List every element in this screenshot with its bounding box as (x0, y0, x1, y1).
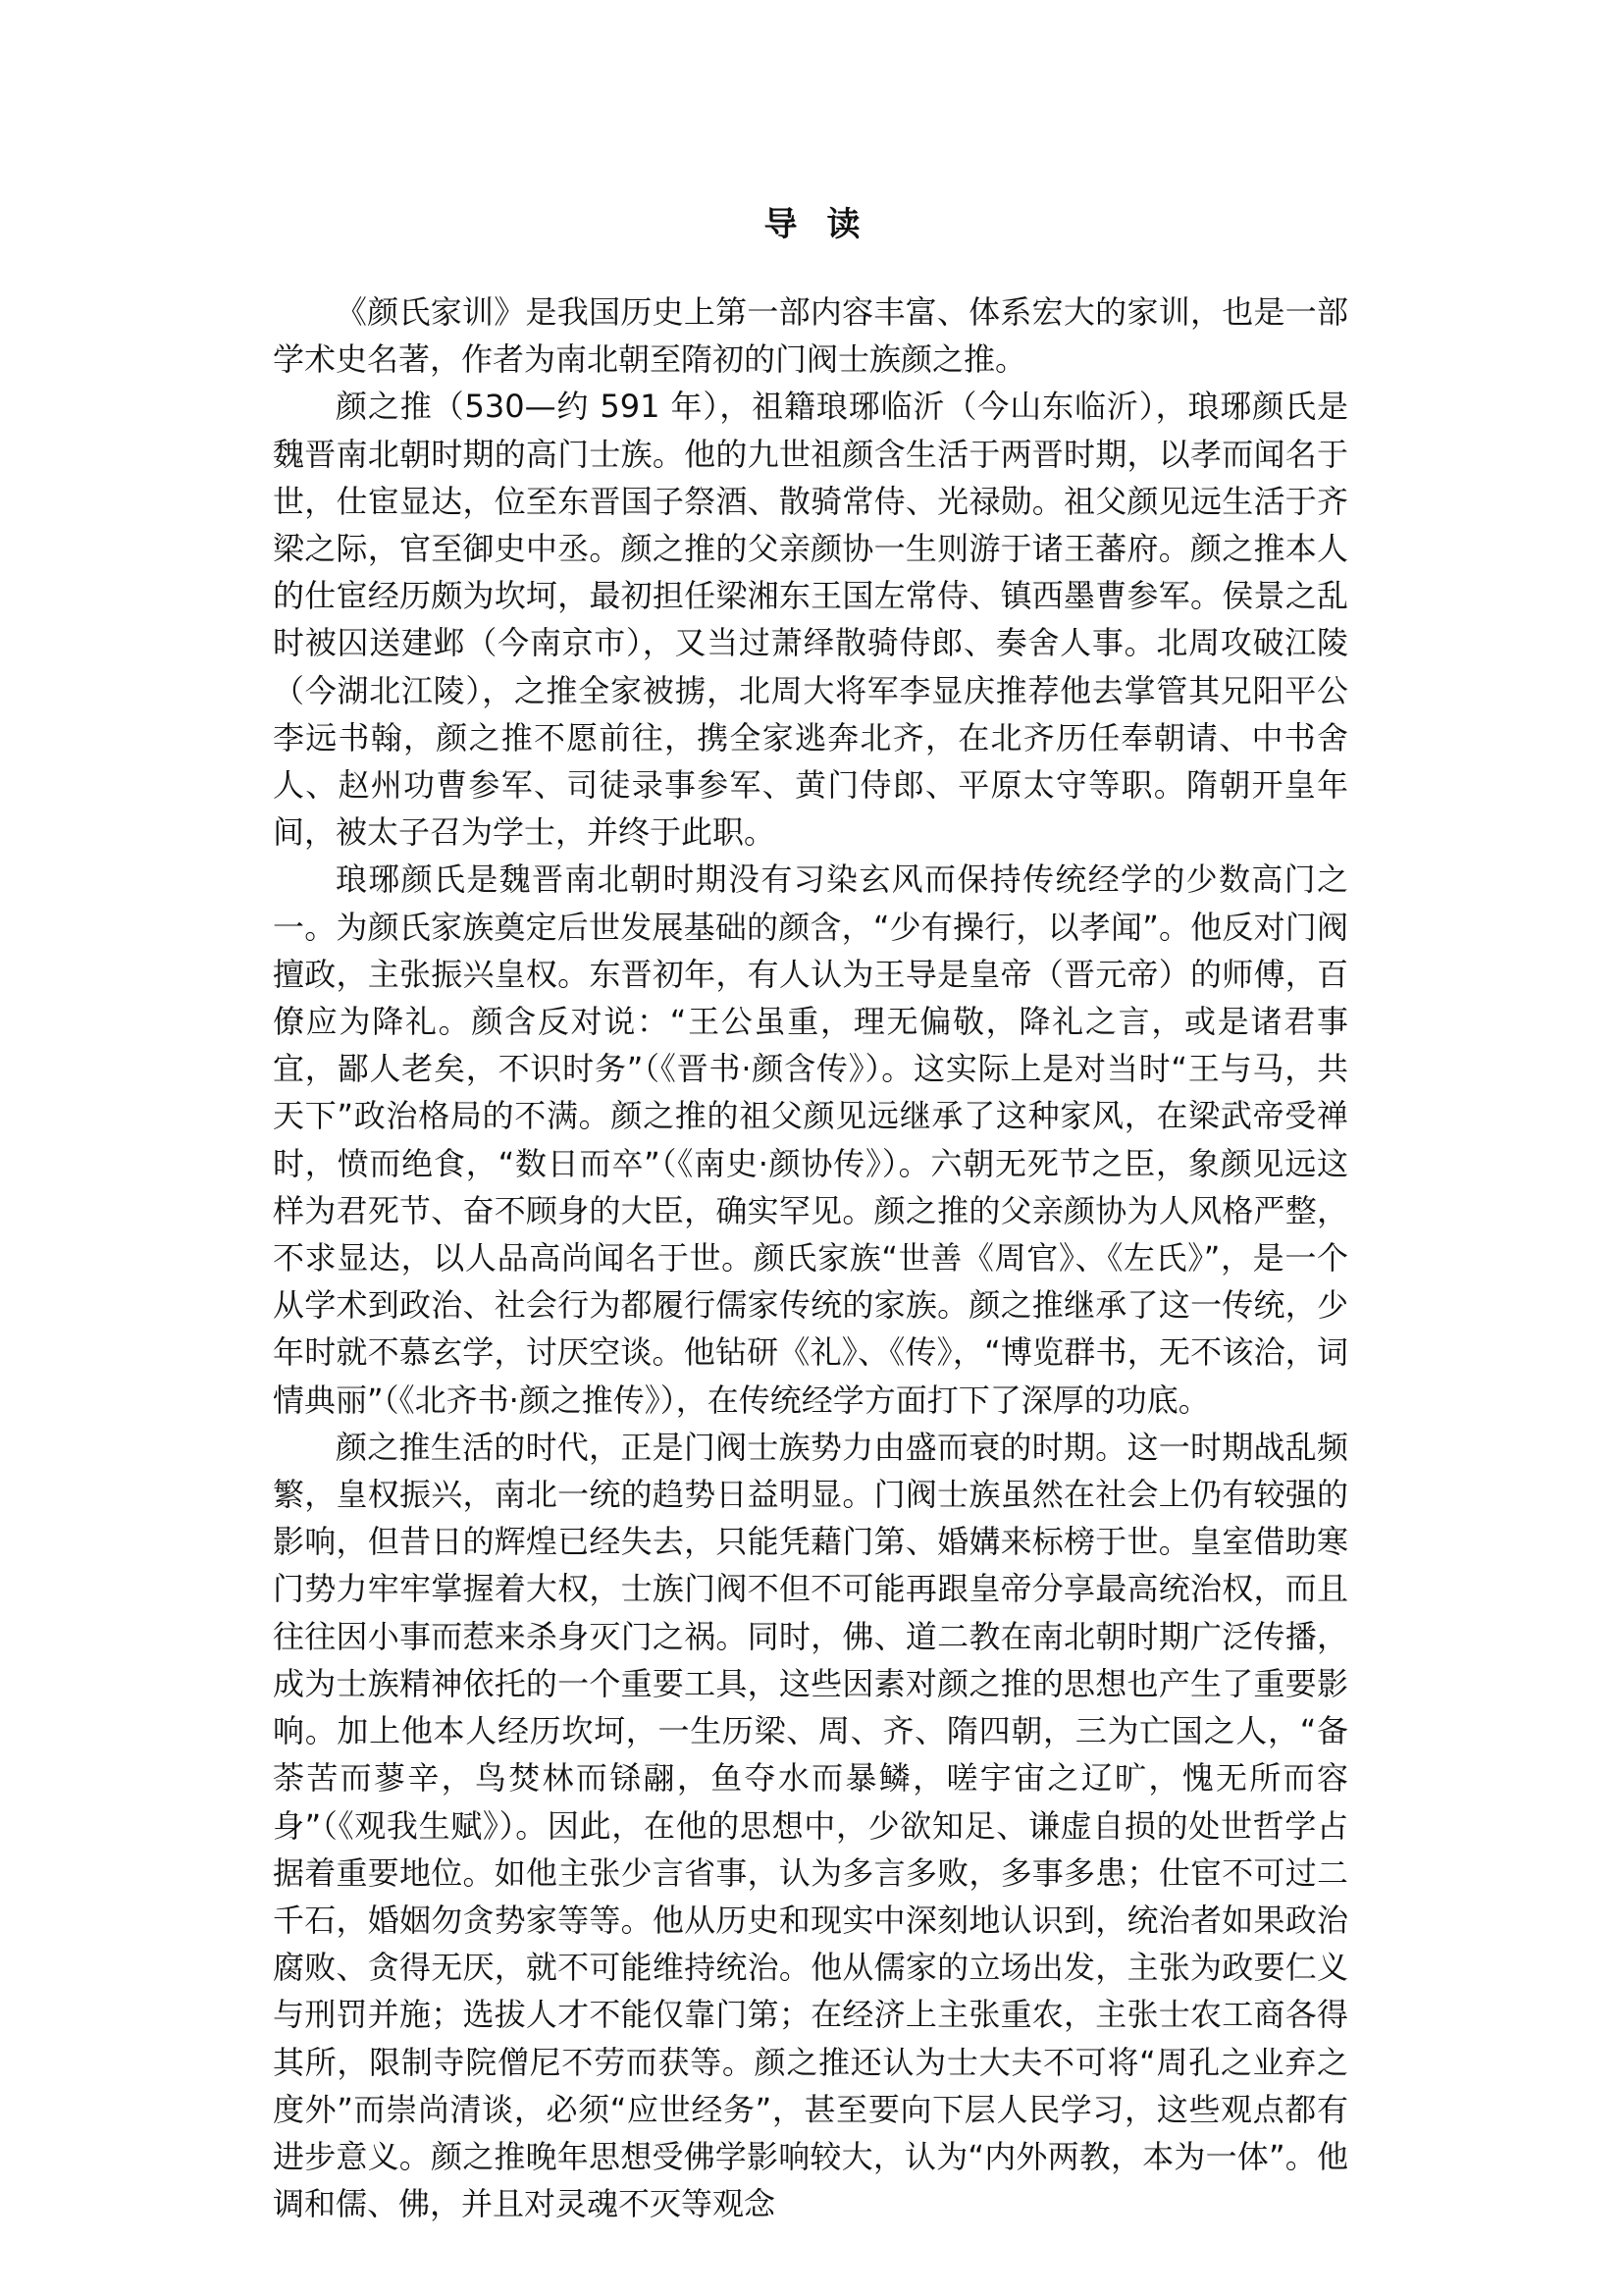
page-title: 导读 (763, 205, 890, 244)
paragraph-era-and-thought: 颜之推生活的时代，正是门阀士族势力由盛而衰的时期。这一时期战乱频繁，皇权振兴，南北一统的趋势日益明显。门阀士族虽然在社会上仍有较强的影响，但昔日的辉煌已经失去，只能凭藉门第、婚媾来标榜于世。皇室借助寒门势力牢牢掌握着大权，士族门阀不但不可能再跟皇帝分享最高统治权，而且往往因小事而惹来杀身灭门之祸。同时，佛、道二教在南北朝时期广泛传播，成为士族精神依托的一个重要工具，这些因素对颜之推的思想也产生了重要影响。加上他本人经历坎坷，一生历梁、周、齐、隋四朝，三为亡国之人，“备荼苦而蓼辛，鸟焚林而铩翮，鱼夺水而暴鳞，嗟宇宙之辽旷，愧无所而容身”（《观我生赋》）。因此，在他的思想中，少欲知足、谦虚自损的处世哲学占据着重要地位。如他主张少言省事，认为多言多败，多事多患；仕宦不可过二千石，婚姻勿贪势家等等。他从历史和现实中深刻地认识到，统治者如果政治腐败、贪得无厌，就不可能维持统治。他从儒家的立场出发，主张为政要仁义与刑罚并施；选拔人才不能仅靠门第；在经济上主张重农，主张士农工商各得其所，限制寺院僧尼不劳而获等。颜之推还认为士大夫不可将“周孔之业弃之度外”而崇尚清谈，必须“应世经务”，甚至要向下层人民学习，这些观点都有进步意义。颜之推晚年思想受佛学影响较大，认为“内外两教，本为一体”。他调和儒、佛，并且对灵魂不灭等观念 (273, 1428, 1348, 2223)
paragraph-family-tradition: 琅琊颜氏是魏晋南北朝时期没有习染玄风而保持传统经学的少数高门之一。为颜氏家族奠定后世发展基础的颜含，“少有操行，以孝闻”。他反对门阀擅政，主张振兴皇权。东晋初年，有人认为王导是皇帝（晋元帝）的师傅，百僚应为降礼。颜含反对说：“王公虽重，理无偏敬，降礼之言，或是诸君事宜，鄙人老矣，不识时务”（《晋书·颜含传》）。这实际上是对当时“王与马，共天下”政治格局的不满。颜之推的祖父颜见远继承了这种家风，在梁武帝受禅时，愤而绝食，“数日而卒”（《南史·颜协传》）。六朝无死节之臣，象颜见远这样为君死节、奋不顾身的大臣，确实罕见。颜之推的父亲颜协为人风格严整，不求显达，以人品高尚闻名于世。颜氏家族“世善《周官》、《左氏》”，是一个从学术到政治、社会行为都履行儒家传统的家族。颜之推继承了这一传统，少年时就不慕玄学，讨厌空谈。他钻研《礼》、《传》，“博览群书，无不该洽，词情典丽”（《北齐书·颜之推传》），在传统经学方面打下了深厚的功底。 (273, 860, 1348, 1419)
body-text (273, 288, 1348, 2227)
paragraph-biography: 颜之推（530—约 591 年），祖籍琅琊临沂（今山东临沂），琅琊颜氏是魏晋南北朝时期的高门士族。他的九世祖颜含生活于两晋时期，以孝而闻名于世，仕宦显达，位至东晋国子祭酒、散骑常侍、光禄勋。祖父颜见远生活于齐梁之际，官至御史中丞。颜之推的父亲颜协一生则游于诸王蕃府。颜之推本人的仕宦经历颇为坎坷，最初担任梁湘东王国左常侍、镇西墨曹参军。侯景之乱时被囚送建邺（今南京市），又当过萧绎散骑侍郎、奏舍人事。北周攻破江陵（今湖北江陵），之推全家被掳，北周大将军李显庆推荐他去掌管其兄阳平公李远书翰，颜之推不愿前往，携全家逃奔北齐，在北齐历任奉朝请、中书舍人、赵州功曹参军、司徒录事参军、黄门侍郎、平原太守等职。隋朝开皇年间，被太子召为学士，并终于此职。 (273, 388, 1348, 852)
paragraph-intro: 《颜氏家训》是我国历史上第一部内容丰富、体系宏大的家训，也是一部学术史名著，作者为南北朝至隋初的门阀士族颜之推。 (273, 293, 1348, 379)
